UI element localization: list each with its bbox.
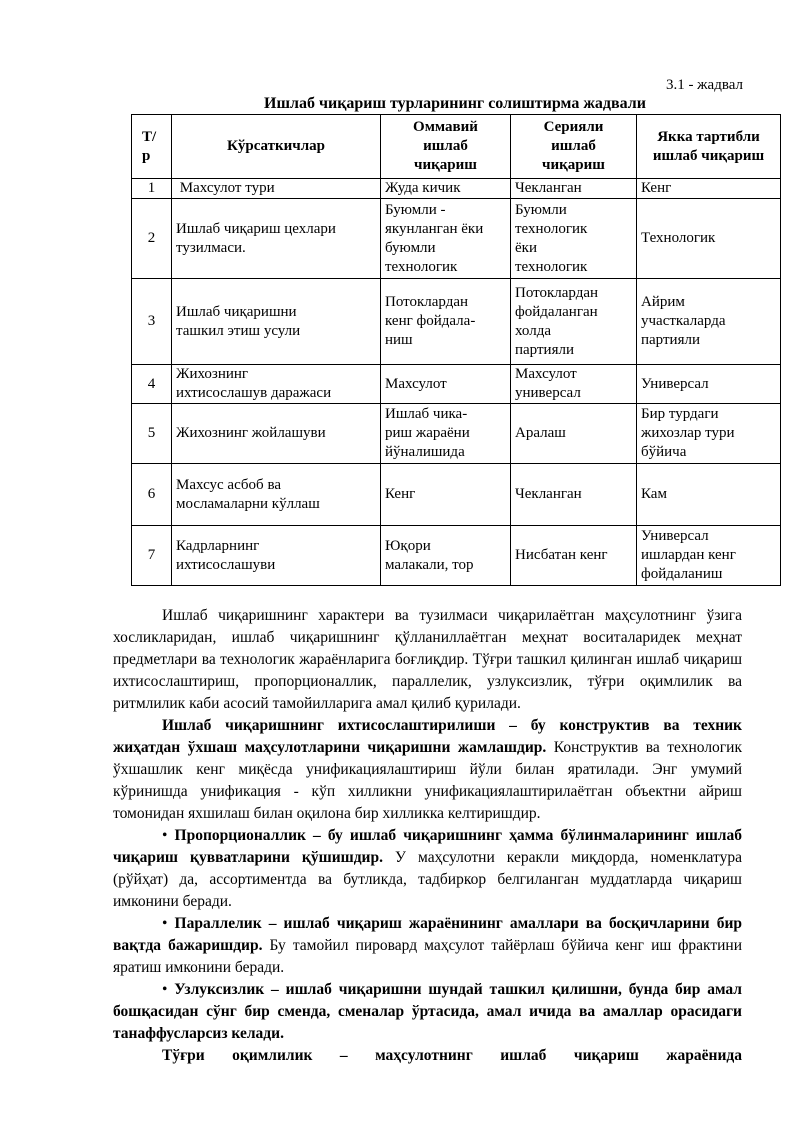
bullet: • (162, 827, 175, 844)
row-indicator: Ишлаб чиқаришни ташкил этиш усули (172, 279, 381, 365)
header-num: Т/ р (132, 115, 172, 179)
parallelism-text: Бу тамойил пировард маҳсулот тайёрлаш бўйича кенг иш фрактини яратиш имконини беради. (113, 937, 742, 976)
table-row (132, 199, 781, 279)
row-mass: Жуда кичик (381, 179, 511, 199)
row-mass: Юқори малакали, тор (381, 526, 511, 586)
table-row (132, 404, 781, 464)
header-serial: Серияли ишлаб чиқариш (511, 115, 637, 179)
direct-flow-definition: Тўғри оқимлилик – маҳсулотнинг ишлаб чиқариш жараёнида (162, 1047, 742, 1064)
row-mass: Махсулот (381, 365, 511, 404)
row-indicator: Махсулот тури (172, 179, 381, 199)
paragraph-direct-flow (113, 1045, 742, 1067)
header-mass: Оммавий ишлаб чиқариш (381, 115, 511, 179)
row-mass: Потоклардан кенг фойдала- ниш (381, 279, 511, 365)
header-indicator: Кўрсаткичлар (172, 115, 381, 179)
row-mass: Ишлаб чика- риш жараёни йўналишида (381, 404, 511, 464)
row-num: 2 (132, 199, 172, 279)
row-serial: Чекланган (511, 464, 637, 526)
table-number: 3.1 - жадвал (665, 77, 743, 93)
specialization-text: Конструктив ва технологик ўхшашлик кенг миқёсда унификациялаштириш йўли билан яратилади. Энг умумий кўринишда унификация - кўп хилликни унификациялаштирилаётган объектни айриш томонидан яхшилаш билан оқилона бир хилликка келтиришдир. (113, 739, 742, 822)
row-serial: Махсулот универсал (511, 365, 637, 404)
row-indicator: Махсус асбоб ва мосламаларни кўллаш (172, 464, 381, 526)
row-single: Универсал ишлардан кенг фойдаланиш (637, 526, 781, 586)
paragraph-intro (113, 605, 742, 715)
proportionality-text: У маҳсулотни керакли миқдорда, номенклатура (рўйҳат) да, ассортиментда ва бутликда, тадбиркор белгиланган муддатларда чиқариш имконини беради. (113, 849, 742, 910)
row-single: Кам (637, 464, 781, 526)
comparison-table (131, 114, 781, 586)
row-serial: Чекланган (511, 179, 637, 199)
row-num: 1 (132, 179, 172, 199)
row-indicator: Кадрларнинг ихтисослашуви (172, 526, 381, 586)
header-single: Якка тартибли ишлаб чиқариш (637, 115, 781, 179)
row-num: 7 (132, 526, 172, 586)
continuity-definition: Узлуксизлик – ишлаб чиқаришни шундай ташкил қилишни, бунда бир амал бошқасидан сўнг бир сменда, сменалар ўртасида, амал ичида ва амаллар орасидаги танаффусларсиз келади. (113, 981, 742, 1042)
row-num: 4 (132, 365, 172, 404)
row-single: Универсал (637, 365, 781, 404)
paragraph-parallelism (113, 913, 742, 979)
body-text (113, 605, 742, 1067)
paragraph-specialization (113, 715, 742, 825)
table-row (132, 526, 781, 586)
row-serial: Аралаш (511, 404, 637, 464)
row-serial: Буюмли технологик ёки технологик (511, 199, 637, 279)
table-row (132, 464, 781, 526)
paragraph-intro-text: Ишлаб чиқаришнинг характери ва тузилмаси чиқарилаётган маҳсулотнинг ўзига хосликларидан, ишлаб чиқаришнинг қўлланиллаётган меҳнат воситаларидек меҳнат предметлари ва технологик жараёнларига боғлиқдир. Тўғри ташкил қилинган ишлаб чиқариш ихтисослаштириш, пропорционаллик, параллелик, узлуксизлик, тўғри оқимлилик ва ритмлилик каби асосий тамойилларига амал қилиб қурилади. (113, 607, 742, 712)
row-single: Технологик (637, 199, 781, 279)
parallelism-definition: Параллелик – ишлаб чиқариш жараёнининг амаллари ва босқичларини бир вақтда бажаришдир. (113, 915, 742, 954)
row-indicator: Жихознинг жойлашуви (172, 404, 381, 464)
table-row (132, 179, 781, 199)
table-row (132, 365, 781, 404)
row-indicator: Ишлаб чиқариш цехлари тузилмаси. (172, 199, 381, 279)
row-num: 3 (132, 279, 172, 365)
bullet: • (162, 915, 175, 932)
row-indicator: Жихознинг ихтисослашув даражаси (172, 365, 381, 404)
bullet: • (162, 981, 175, 998)
row-serial: Нисбатан кенг (511, 526, 637, 586)
row-mass: Буюмли - якунланган ёки буюмли технологик (381, 199, 511, 279)
row-mass: Кенг (381, 464, 511, 526)
row-single: Бир турдаги жихозлар тури бўйича (637, 404, 781, 464)
table-title: Ишлаб чиқариш турларининг солиштирма жадвали (264, 95, 646, 112)
row-single: Кенг (637, 179, 781, 199)
row-serial: Потоклардан фойдаланган холда партияли (511, 279, 637, 365)
paragraph-proportionality (113, 825, 742, 913)
table-header-row (132, 115, 781, 179)
proportionality-definition: Пропорционаллик – бу ишлаб чиқаришнинг ҳамма бўлинмаларининг ишлаб чиқариш қувватларини қўшишдир. (113, 827, 742, 866)
paragraph-continuity (113, 979, 742, 1045)
row-num: 6 (132, 464, 172, 526)
row-num: 5 (132, 404, 172, 464)
row-single: Айрим участкаларда партияли (637, 279, 781, 365)
specialization-definition: Ишлаб чиқаришнинг ихтисослаштирилиши – бу конструктив ва техник жиҳатдан ўхшаш маҳсулотларини чиқаришни жамлашдир. (113, 717, 742, 756)
table-row (132, 279, 781, 365)
